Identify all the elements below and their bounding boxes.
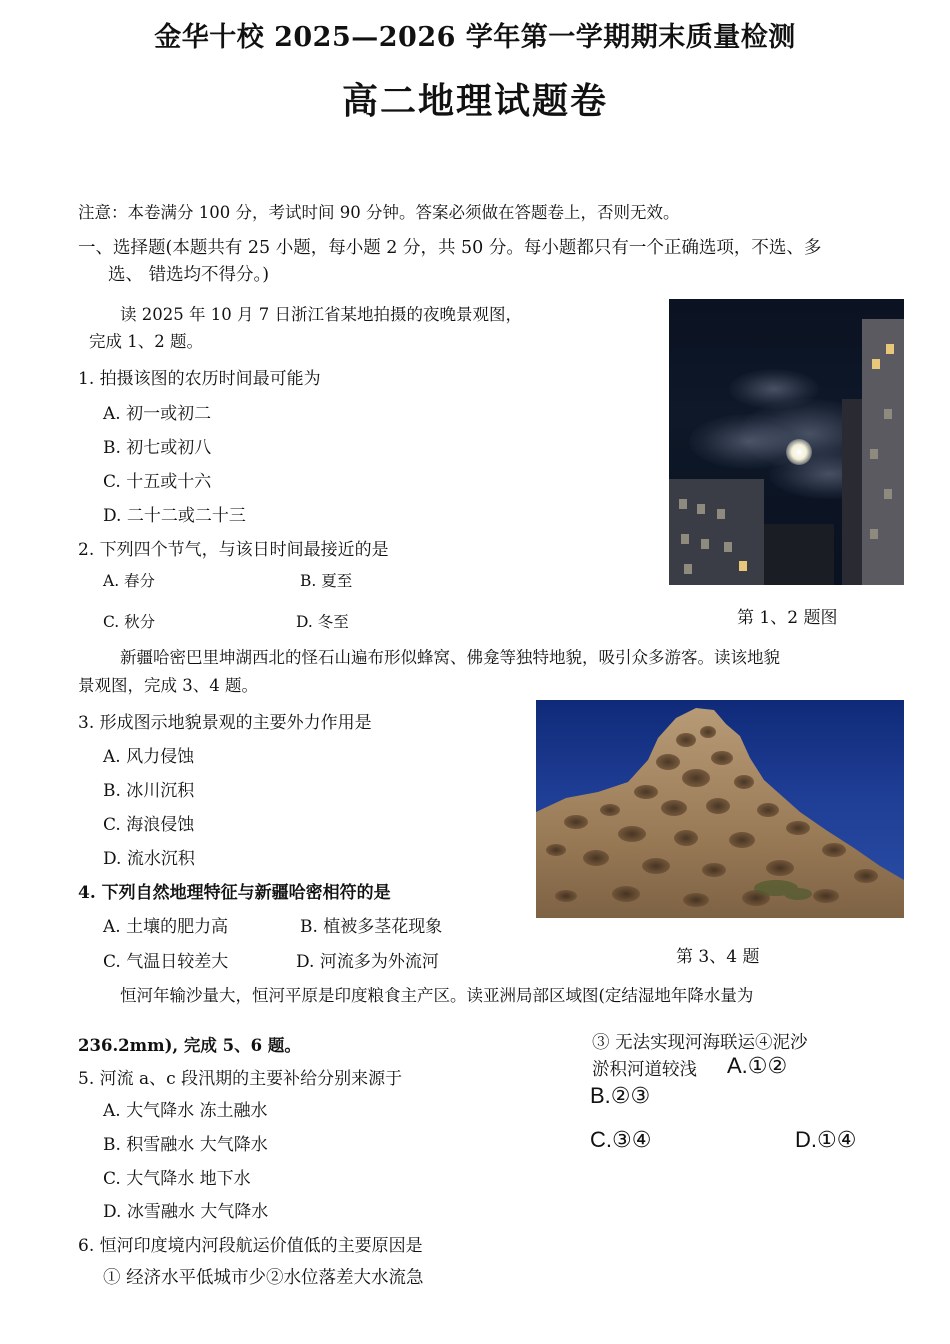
question-4-option-a: A. 土壤的肥力高 xyxy=(103,917,229,937)
question-4-stem: 4. 下列自然地理特征与新疆哈密相符的是 xyxy=(78,883,391,903)
question-1-stem: 1. 拍摄该图的农历时间最可能为 xyxy=(78,369,321,389)
question-1-option-d: D. 二十二或二十三 xyxy=(103,506,246,526)
question-2-option-a: A. 春分 xyxy=(103,572,156,590)
question-6-statement-4-cont: 淤积河道较浅 xyxy=(592,1060,697,1080)
question-6-option-d: D.①④ xyxy=(795,1127,857,1152)
intro-q5-6-line2: 236.2mm), 完成 5、6 题。 xyxy=(78,1036,301,1055)
exam-title: 金华十校 2025—2026 学年第一学期期末质量检测 xyxy=(154,22,796,53)
question-6-option-a: A.①② xyxy=(727,1053,788,1078)
question-4-option-b: B. 植被多茎花现象 xyxy=(300,917,443,937)
figure-1-2-caption: 第 1、2 题图 xyxy=(737,608,838,628)
intro-q1-2-line1: 读 2025 年 10 月 7 日浙江省某地拍摄的夜晚景观图， xyxy=(120,305,522,324)
notice-text: 注意：本卷满分 100 分，考试时间 90 分钟。答案必须做在答题卷上，否则无效。 xyxy=(78,203,680,222)
section-header-line2: 选、 错选均不得分。) xyxy=(108,265,270,285)
question-3-option-d: D. 流水沉积 xyxy=(103,849,195,869)
question-5-option-b: B. 积雪融水 大气降水 xyxy=(103,1135,268,1155)
question-3-option-a: A. 风力侵蚀 xyxy=(103,747,195,767)
section-header-line1: 一、选择题(本题共有 25 小题，每小题 2 分，共 50 分。每小题都只有一个正确选项，不选、多 xyxy=(78,238,822,258)
question-2-option-d: D. 冬至 xyxy=(296,613,349,631)
question-6-option-b: B.②③ xyxy=(590,1083,651,1108)
building-right xyxy=(862,319,904,585)
question-1-option-b: B. 初七或初八 xyxy=(103,438,212,458)
intro-q3-4-line1: 新疆哈密巴里坤湖西北的怪石山遍布形似蜂窝、佛龛等独特地貌，吸引众多游客。读该地貌 xyxy=(120,648,780,667)
question-2-option-b: B. 夏至 xyxy=(300,572,353,590)
question-4-option-d: D. 河流多为外流河 xyxy=(296,952,439,972)
question-6-option-c: C.③④ xyxy=(590,1127,652,1152)
question-5-option-c: C. 大气降水 地下水 xyxy=(103,1169,251,1189)
figure-3-4-caption: 第 3、4 题 xyxy=(676,947,760,967)
question-6-statements-3-4: ③ 无法实现河海联运④泥沙 xyxy=(592,1033,808,1053)
question-2-option-c: C. 秋分 xyxy=(103,613,156,631)
question-4-option-c: C. 气温日较差大 xyxy=(103,952,229,972)
intro-q5-6-line1: 恒河年输沙量大，恒河平原是印度粮食主产区。读亚洲局部区域图(定结湿地年降水量为 xyxy=(120,986,754,1005)
question-6-statements-1-2: ① 经济水平低城市少②水位落差大水流急 xyxy=(103,1268,424,1288)
question-3-stem: 3. 形成图示地貌景观的主要外力作用是 xyxy=(78,713,372,733)
night-moon-photo xyxy=(669,299,904,585)
question-6-stem: 6. 恒河印度境内河段航运价值低的主要原因是 xyxy=(78,1236,423,1256)
intro-q3-4-line2: 景观图，完成 3、4 题。 xyxy=(78,676,258,695)
question-3-option-c: C. 海浪侵蚀 xyxy=(103,815,195,835)
question-5-option-d: D. 冰雪融水 大气降水 xyxy=(103,1202,269,1222)
intro-q1-2-line2: 完成 1、2 题。 xyxy=(89,332,203,351)
honeycomb-rock-photo xyxy=(536,700,904,918)
exam-subtitle: 高二地理试题卷 xyxy=(341,80,608,122)
question-2-stem: 2. 下列四个节气，与该日时间最接近的是 xyxy=(78,540,389,560)
question-1-option-a: A. 初一或初二 xyxy=(103,404,212,424)
question-5-stem: 5. 河流 a、c 段汛期的主要补给分别来源于 xyxy=(78,1069,403,1089)
question-3-option-b: B. 冰川沉积 xyxy=(103,781,195,801)
moon xyxy=(786,439,812,465)
question-5-option-a: A. 大气降水 冻土融水 xyxy=(103,1101,268,1121)
question-1-option-c: C. 十五或十六 xyxy=(103,472,212,492)
